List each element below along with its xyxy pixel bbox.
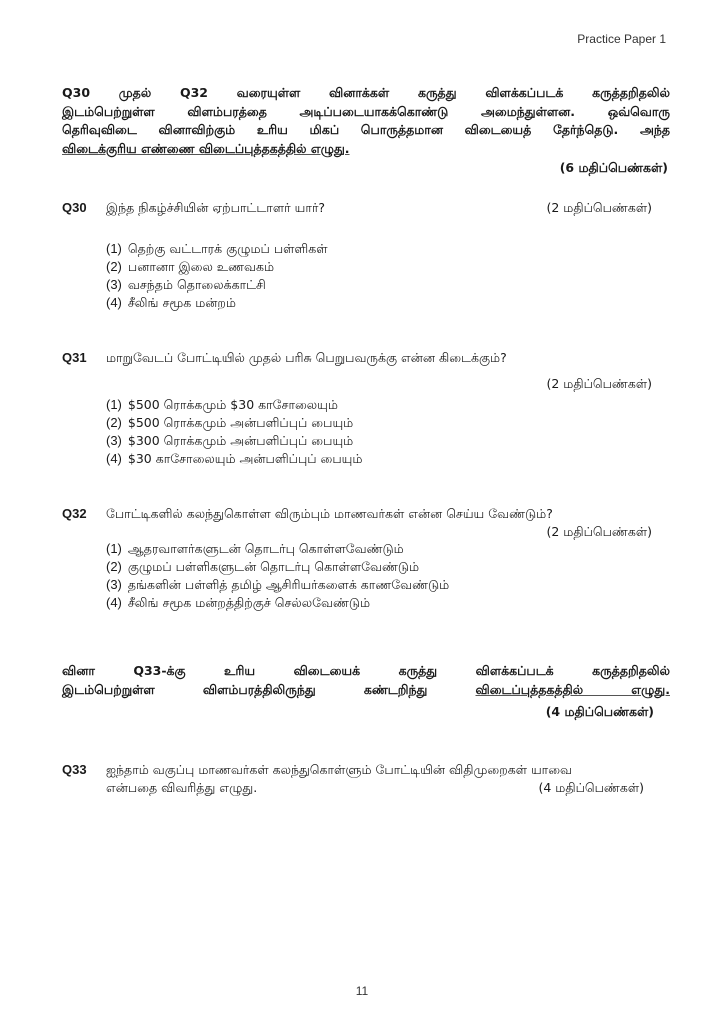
option: (3) $300 ரொக்கமும் அன்பளிப்புப் பையும் [106,433,354,448]
question-marks: (4 மதிப்பெண்கள்) [538,780,644,795]
question-q33 [62,762,670,802]
option: (2) பனானா இலை உணவகம் [106,259,275,274]
instruction-line: இடம்பெற்றுள்ள விளம்பரத்திலிருந்து கண்டறிந்து விடைப்புத்தகத்தில் எழுது. [62,681,670,697]
section-marks: (6 மதிப்பெண்கள்) [559,160,668,175]
option: (3) தங்களின் பள்ளித் தமிழ் ஆசிரியர்களைக் காணவேண்டும் [106,577,450,592]
question-marks: (2 மதிப்பெண்கள்) [546,376,652,391]
page-number: 11 [355,984,369,998]
option: (1) ஆதரவாளர்களுடன் தொடர்பு கொள்ளவேண்டும் [106,541,404,556]
options-q32 [106,540,449,612]
options-q30 [106,240,328,312]
page-header-title: Practice Paper 1 [577,32,666,46]
options-q31 [106,396,362,468]
question-text-line2: என்பதை விவரித்து எழுது. [106,780,258,795]
question-number: Q33 [62,762,87,777]
question-number: Q31 [62,350,87,365]
instruction-line: தெரிவுவிடை வினாவிற்கும் உரிய மிகப் பொருத்தமான விடையைத் தேர்ந்தெடு. அந்த [62,122,670,137]
question-text-line1: ஐந்தாம் வகுப்பு மாணவர்கள் கலந்துகொள்ளும் போட்டியின் விதிமுறைகள் யாவை [106,762,572,777]
underlined-text: விடைப்புத்தகத்தில் எழுது. [475,681,670,697]
instruction-line: விடைக்குரிய எண்ணை விடைப்புத்தகத்தில் எழுது. [62,140,350,156]
section-instruction [62,84,670,158]
instruction-line: வினா Q33-க்கு உரிய விடையைக் கருத்து விளக்கப்படக் கருத்தறிதலில் [62,663,670,678]
option: (4) சீலிங் சமூக மன்றத்திற்குச் செல்லவேண்டும் [106,595,371,610]
question-text: போட்டிகளில் கலந்துகொள்ள விரும்பும் மாணவர்கள் என்ன செய்ய வேண்டும்? [106,506,553,521]
question-text: மாறுவேடப் போட்டியில் முதல் பரிசு பெறுபவருக்கு என்ன கிடைக்கும்? [106,350,507,365]
option: (4) $30 காசோலையும் அன்பளிப்புப் பையும் [106,451,363,466]
option: (2) குழுமப் பள்ளிகளுடன் தொடர்பு கொள்ளவேண்டும் [106,559,420,574]
question-number: Q32 [62,506,87,521]
option: (1) தெற்கு வட்டாரக் குழுமப் பள்ளிகள் [106,241,328,256]
question-number: Q30 [62,200,87,215]
instruction-line: இடம்பெற்றுள்ள விளம்பரத்தை அடிப்படையாகக்கொண்டு அமைந்துள்ளன. ஒவ்வொரு [62,103,670,119]
option: (1) $500 ரொக்கமும் $30 காசோலையும் [106,397,338,412]
option: (2) $500 ரொக்கமும் அன்பளிப்புப் பையும் [106,415,354,430]
question-marks: (2 மதிப்பெண்கள்) [546,200,652,215]
question-text: இந்த நிகழ்ச்சியின் ஏற்பாட்டாளர் யார்? [106,200,326,215]
section2-instruction [62,662,670,699]
option: (4) சீலிங் சமூக மன்றம் [106,295,236,310]
section2-marks: (4 மதிப்பெண்கள்) [545,704,654,719]
option: (3) வசந்தம் தொலைக்காட்சி [106,277,266,292]
question-marks: (2 மதிப்பெண்கள்) [546,524,652,539]
instruction-line: Q30 முதல் Q32 வரையுள்ள வினாக்கள் கருத்து விளக்கப்படக் கருத்தறிதலில் [62,85,670,100]
